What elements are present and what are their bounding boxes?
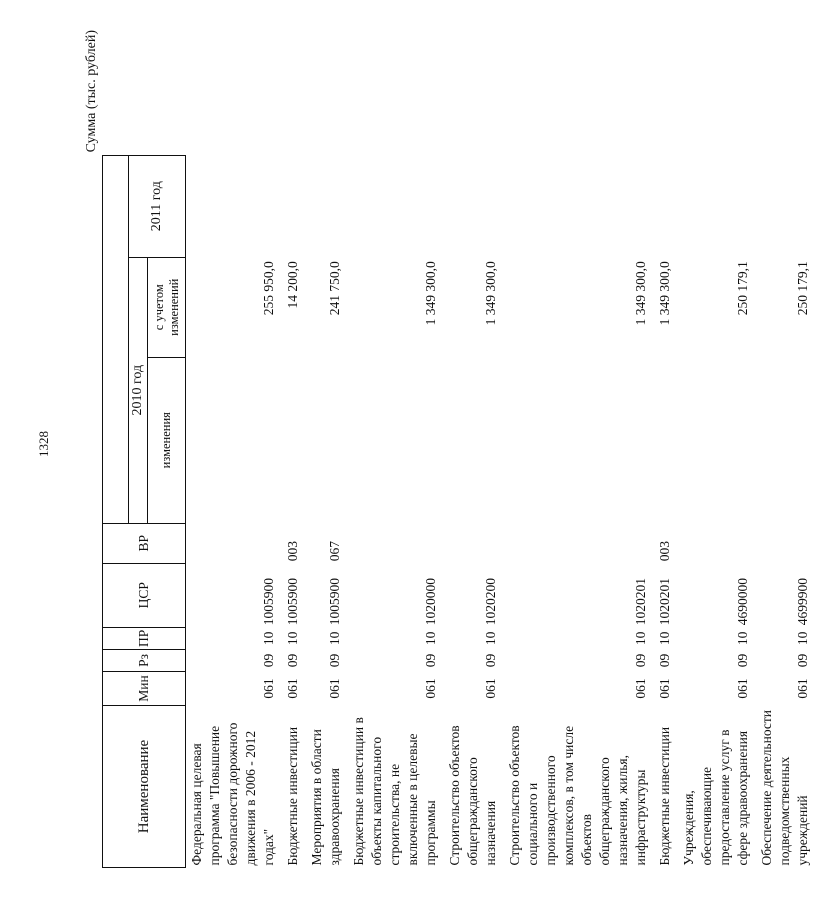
row-changes [348, 357, 444, 523]
table-row [306, 155, 348, 867]
row-rz: 09 [261, 653, 276, 668]
row-vr [756, 523, 816, 563]
row-changes [444, 357, 504, 523]
row-changes [504, 357, 654, 523]
header-rz: Рз [103, 650, 186, 672]
row-min: 061 [261, 678, 276, 699]
row-changes [282, 357, 306, 523]
table-row [756, 155, 816, 867]
header-pr: ПР [103, 627, 186, 649]
row-with-changes: 1 349 300,0 [633, 261, 648, 326]
row-vr [348, 523, 444, 563]
row-csr: 1005900 [285, 577, 300, 626]
header-2010: 2010 год [129, 257, 148, 523]
row-2011 [756, 155, 816, 257]
row-name: Учреждения, обеспечивающие предоставление услуг в сфере здравоохранения [681, 729, 750, 866]
row-csr: 1020200 [483, 577, 498, 626]
row-csr: 1020201 [657, 577, 672, 626]
row-rz: 09 [423, 653, 438, 668]
row-2011 [186, 155, 283, 257]
header-name: Наименование [103, 706, 186, 868]
row-pr: 10 [327, 631, 342, 646]
row-2011 [504, 155, 654, 257]
row-vr: 067 [327, 540, 342, 562]
row-vr [444, 523, 504, 563]
row-changes [678, 357, 756, 523]
row-with-changes: 1 349 300,0 [423, 261, 438, 326]
header-min: Мин [103, 672, 186, 706]
table-row [348, 155, 444, 867]
row-with-changes: 241 750,0 [327, 261, 342, 316]
row-changes [756, 357, 816, 523]
header-vr: ВР [103, 523, 186, 563]
row-with-changes: 1 349 300,0 [657, 261, 672, 326]
row-with-changes: 255 950,0 [261, 261, 276, 316]
row-csr: 1020000 [423, 577, 438, 626]
row-min: 061 [633, 678, 648, 699]
header-csr: ЦСР [103, 563, 186, 627]
row-min: 061 [483, 678, 498, 699]
row-name: Бюджетные инвестиции в объекты капитального строительства, не включенные в целевые программы [351, 717, 438, 866]
row-changes [186, 357, 283, 523]
row-pr: 10 [657, 631, 672, 646]
units-caption: Сумма (тыс. рублей) [84, 30, 99, 153]
row-pr: 10 [735, 631, 750, 646]
row-pr: 10 [795, 631, 810, 646]
row-changes [654, 357, 678, 523]
row-name: Мероприятия в области здравоохранения [309, 729, 342, 866]
budget-table [102, 155, 816, 868]
row-name: Бюджетные инвестиции [657, 726, 672, 866]
row-vr: 003 [657, 540, 672, 562]
row-with-changes: 1 349 300,0 [483, 261, 498, 326]
table-row [678, 155, 756, 867]
table-row [444, 155, 504, 867]
row-name: Строительство объектов общегражданского назначения [447, 725, 498, 866]
row-rz: 09 [483, 653, 498, 668]
row-name: Бюджетные инвестиции [285, 726, 300, 866]
row-vr [186, 523, 283, 563]
row-name: Обеспечение деятельности подведомственных учреждений [759, 709, 810, 866]
row-csr: 1020201 [633, 577, 648, 626]
row-csr: 1005900 [261, 577, 276, 626]
row-pr: 10 [483, 631, 498, 646]
row-name: Строительство объектов социального и производственного комплексов, в том числе объектов общегражданского назначения, жилья, инфраструктуры [507, 725, 648, 866]
row-pr: 10 [423, 631, 438, 646]
header-changes: изменения [148, 357, 186, 523]
row-rz: 09 [795, 653, 810, 668]
row-2011 [282, 155, 306, 257]
row-with-changes: 250 179,1 [735, 261, 750, 316]
table-header [103, 155, 186, 867]
table-body [186, 155, 816, 867]
page-number: 1328 [36, 431, 51, 457]
row-rz: 09 [657, 653, 672, 668]
row-vr: 003 [285, 540, 300, 562]
row-rz: 09 [735, 653, 750, 668]
table-row [186, 155, 283, 867]
row-pr: 10 [261, 631, 276, 646]
row-2011 [654, 155, 678, 257]
table-row [282, 155, 306, 867]
header-with-changes: с учетом изменений [148, 257, 186, 357]
table-row [654, 155, 678, 867]
row-min: 061 [657, 678, 672, 699]
row-2011 [306, 155, 348, 257]
row-with-changes: 14 200,0 [285, 261, 300, 309]
row-rz: 09 [285, 653, 300, 668]
row-min: 061 [327, 678, 342, 699]
row-vr [678, 523, 756, 563]
row-pr: 10 [633, 631, 648, 646]
row-min: 061 [423, 678, 438, 699]
header-2011: 2011 год [129, 155, 186, 257]
row-csr: 1005900 [327, 577, 342, 626]
row-2011 [678, 155, 756, 257]
row-csr: 4690000 [735, 577, 750, 626]
row-pr: 10 [285, 631, 300, 646]
row-with-changes: 250 179,1 [795, 261, 810, 316]
row-2011 [348, 155, 444, 257]
row-min: 061 [735, 678, 750, 699]
row-vr [504, 523, 654, 563]
row-rz: 09 [327, 653, 342, 668]
table-row [504, 155, 654, 867]
row-changes [306, 357, 348, 523]
header-sum-group [103, 155, 129, 523]
row-2011 [444, 155, 504, 257]
row-csr: 4699900 [795, 577, 810, 626]
row-name: Федеральная целевая программа "Повышение безопасности дорожного движения в 2006 - 2012 годах" [189, 722, 276, 866]
row-rz: 09 [633, 653, 648, 668]
row-min: 061 [795, 678, 810, 699]
row-min: 061 [285, 678, 300, 699]
